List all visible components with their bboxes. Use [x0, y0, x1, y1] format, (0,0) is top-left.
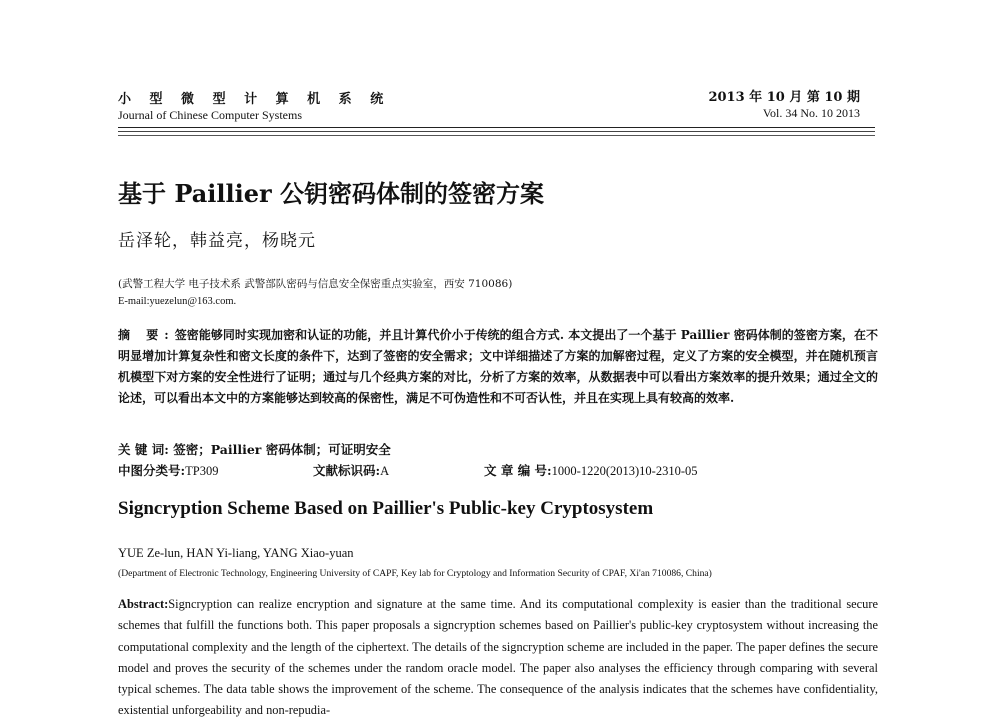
clc-group — [118, 461, 218, 479]
author-email: E-mail:yuezelun@163.com. — [118, 296, 237, 307]
issue-info-en: Vol. 34 No. 10 2013 — [762, 106, 860, 120]
abstract-en — [118, 594, 878, 722]
abstract-cn — [118, 325, 878, 409]
journal-name-cn: 小 型 微 型 计 算 机 系 统 — [118, 92, 391, 107]
article-title-cn: 基于 Paillier 公钥密码体制的签密方案 — [118, 179, 545, 208]
abstract-en-label: Abstract: — [118, 597, 169, 611]
clc-value: TP309 — [185, 464, 219, 478]
authors-en: YUE Ze-lun, HAN Yi-liang, YANG Xiao-yuan — [118, 546, 354, 560]
doc-code-value: A — [380, 464, 390, 478]
issue-info-cn: 2013 年 10 月 第 10 期 — [708, 90, 860, 105]
classification-row — [118, 461, 878, 479]
abstract-cn-text: 签密能够同时实现加密和认证的功能，并且计算代价小于传统的组合方式. 本文提出了一个基于 Paillier 密码体制的签密方案，在不明显增加计算复杂性和密文长度的条件下，达到了签密的安全需求；文中详细描述了方案的加解密过程，定义了方案的安全模型，并在随机预言机模型下对方案的安全性进行了证明；通过与几个经典方案的对比，分析了方案的效率，从数据表中可以看出方案效率的提升效果；通过全文的论述，可以看出本文中的方案能够达到较高的保密性，满足不可伪造性和不可否认性，并且在实现上具有较高的效率. — [118, 328, 879, 405]
abstract-en-text: Signcryption can realize encryption and signature at the same time. And its computational complexity is easier than the traditional secure schemes that fulfill the functions both. This paper proposals a signcryption schemes based on Paillier's public-key cryptosystem without increasing the computational complexity and the length of the ciphertext. The details of the signcryption scheme are included in the paper. The paper defines the secure model and proves the security of the schemes under the random oracle model. The paper also analyses the efficiency through comparing with several typical schemes. The data table shows the improvement of the scheme. The consequence of the analysis indicates that the schemes have confidentiality, existential unforgeability and non-repudia- — [118, 597, 878, 718]
article-no-group — [484, 461, 698, 479]
journal-name-en: Journal of Chinese Computer Systems — [118, 108, 302, 122]
affiliation-cn: (武警工程大学 电子技术系 武警部队密码与信息安全保密重点实验室，西安 710086) — [118, 278, 513, 290]
article-no-label: 文 章 编 号: — [484, 463, 552, 478]
header-rule — [118, 135, 875, 136]
article-title-en: Signcryption Scheme Based on Paillier's Public-key Cryptosystem — [118, 498, 654, 519]
header-rule — [118, 131, 875, 132]
keywords-text: 签密；Paillier 密码体制；可证明安全 — [173, 442, 391, 457]
header-rule — [118, 127, 875, 128]
clc-label: 中图分类号: — [118, 463, 186, 478]
doc-code-label: 文献标识码: — [313, 463, 381, 478]
abstract-cn-label: 摘 要: — [118, 328, 175, 342]
affiliation-en: (Department of Electronic Technology, Engineering University of CAPF, Key lab for Cryptology and Information Security of CPAF, Xi'an 710086, China) — [118, 568, 712, 579]
keywords-label: 关 键 词: — [118, 442, 169, 457]
article-no-value: 1000-1220(2013)10-2310-05 — [551, 464, 698, 478]
keywords — [118, 440, 391, 458]
authors-cn: 岳泽轮，韩益亮，杨晓元 — [118, 231, 316, 251]
doc-code-group — [313, 461, 389, 479]
